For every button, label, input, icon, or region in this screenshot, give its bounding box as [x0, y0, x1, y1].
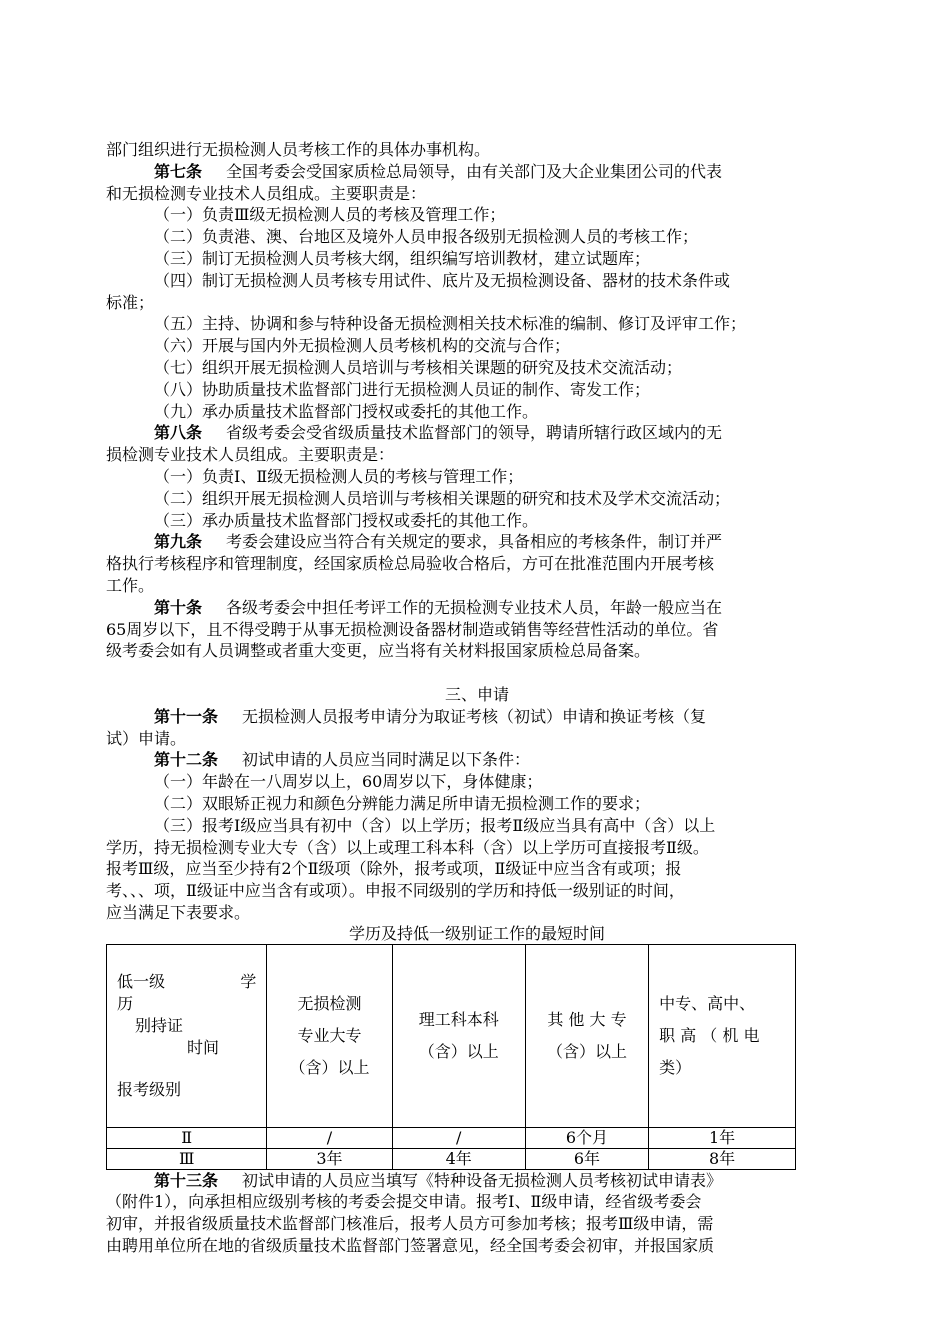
table-corner-cell: 低一级 学 历 别持证 时间 报考级别: [107, 944, 267, 1127]
table-header-cell: 无损检测 专业大专 （含）以上: [267, 944, 392, 1127]
list-item: （一）负责Ⅰ、Ⅱ级无损检测人员的考核与管理工作；: [154, 466, 524, 486]
list-item: （六）开展与国内外无损检测人员考核机构的交流与合作；: [154, 336, 571, 356]
article-12-label: 第十二条: [154, 750, 219, 770]
list-item: （三）承办质量技术监督部门授权或委托的其他工作。: [154, 510, 539, 530]
table-row: Ⅱ / / 6个月 1年: [107, 1127, 796, 1148]
article-9-line-3: 工作。: [106, 575, 155, 595]
list-item: （四）制订无损检测人员考核专用试件、底片及无损检测设备、器材的技术条件或: [154, 270, 731, 290]
list-item: （三）报考Ⅰ级应当具有初中（含）以上学历；报考Ⅱ级应当具有高中（含）以上: [154, 815, 716, 835]
article-9-line-1: 第九条 考委会建设应当符合有关规定的要求，具备相应的考核条件，制订并严: [154, 532, 723, 552]
table-header-cell: 其 他 大 专 （含）以上: [525, 944, 648, 1127]
list-item: （二）负责港、澳、台地区及境外人员申报各级别无损检测人员的考核工作；: [154, 227, 699, 247]
paragraph-line: 部门组织进行无损检测人员考核工作的具体办事机构。: [106, 140, 491, 159]
article-8-line-1: 第八条 省级考委会受省级质量技术监督部门的领导，聘请所辖行政区域内的无: [154, 423, 723, 443]
document-page: [106, 139, 848, 1257]
section-title: 三、申请: [444, 684, 509, 704]
article-11-line-2: 试）申请。: [106, 728, 187, 748]
list-item: （一）年龄在一八周岁以上，60周岁以下，身体健康；: [154, 772, 543, 792]
article-7-line-2: 和无损检测专业技术人员组成。主要职责是：: [106, 183, 427, 203]
table-header-cell: 理工科本科 （含）以上: [392, 944, 525, 1127]
article-10-line-2: 65周岁以下，且不得受聘于从事无损检测设备器材制造或销售等经营性活动的单位。省: [106, 619, 719, 639]
table-header-cell: 中专、高中、 职 高 （ 机 电 类）: [649, 944, 796, 1127]
article-10-label: 第十条: [154, 597, 203, 617]
paragraph-line: 考、、、项，Ⅱ级证中应当含有或项）。申报不同级别的学历和持低一级别证的时间，: [106, 881, 685, 901]
list-item: （七）组织开展无损检测人员培训与考核相关课题的研究及技术交流活动；: [154, 357, 683, 377]
article-8-line-2: 损检测专业技术人员组成。主要职责是：: [106, 445, 395, 465]
article-13-line-1: 第十三条 初试申请的人员应当填写《特种设备无损检测人员考核初试申请表》: [154, 1170, 723, 1190]
article-10-line-3: 级考委会如有人员调整或者重大变更，应当将有关材料报国家质检总局备案。: [106, 641, 651, 661]
article-12-line-1: 第十二条 初试申请的人员应当同时满足以下条件：: [154, 750, 531, 770]
list-item-cont: 标准；: [106, 292, 155, 312]
article-7-label: 第七条: [154, 161, 203, 181]
article-9-line-2: 格执行考核程序和管理制度，经国家质检总局验收合格后，方可在批准范围内开展考核: [106, 554, 715, 574]
paragraph-line: 报考Ⅲ级，应当至少持有2个Ⅱ级项（除外，报考或项，Ⅱ级证中应当含有或项；报: [106, 859, 682, 879]
article-13-line-4: 由聘用单位所在地的省级质量技术监督部门签署意见，经全国考委会初审，并报国家质: [106, 1236, 715, 1256]
list-item: （二）组织开展无损检测人员培训与考核相关课题的研究和技术及学术交流活动；: [154, 488, 731, 508]
article-13-label: 第十三条: [154, 1170, 219, 1190]
table-caption: 学历及持低一级别证工作的最短时间: [348, 923, 605, 943]
list-item: （三）制订无损检测人员考核大纲，组织编写培训教材，建立试题库；: [154, 248, 651, 268]
paragraph-line: 应当满足下表要求。: [106, 902, 251, 922]
paragraph-line: 学历，持无损检测专业大专（含）以上或理工科本科（含）以上学历可直接报考Ⅱ级。: [106, 837, 709, 857]
list-item: （八）协助质量技术监督部门进行无损检测人员证的制作、寄发工作；: [154, 379, 651, 399]
list-item: （一）负责Ⅲ级无损检测人员的考核及管理工作；: [154, 205, 506, 225]
article-13-line-3: 初审，并报省级质量技术监督部门核准后，报考人员方可参加考核；报考Ⅲ级申请，需: [106, 1214, 714, 1234]
article-11-label: 第十一条: [154, 706, 219, 726]
requirements-table: [106, 944, 796, 1170]
table-row: Ⅲ 3年 4年 6年 8年: [107, 1148, 796, 1169]
article-13-line-2: （附件1），向承担相应级别考核的考委会提交申请。报考Ⅰ、Ⅱ级申请，经省级考委会: [106, 1192, 702, 1212]
list-item: （五）主持、协调和参与特种设备无损检测相关技术标准的编制、修订及评审工作；: [154, 314, 747, 334]
article-11-line-1: 第十一条 无损检测人员报考申请分为取证考核（初试）申请和换证考核（复: [154, 706, 707, 726]
article-8-label: 第八条: [154, 423, 203, 443]
list-item: （九）承办质量技术监督部门授权或委托的其他工作。: [154, 401, 539, 421]
table-header-row: [107, 944, 796, 1127]
article-10-line-1: 第十条 各级考委会中担任考评工作的无损检测专业技术人员，年龄一般应当在: [154, 597, 723, 617]
article-7-line-1: 第七条 全国考委会受国家质检总局领导，由有关部门及大企业集团公司的代表: [154, 161, 723, 181]
list-item: （二）双眼矫正视力和颜色分辨能力满足所申请无损检测工作的要求；: [154, 793, 651, 813]
article-9-label: 第九条: [154, 532, 203, 552]
